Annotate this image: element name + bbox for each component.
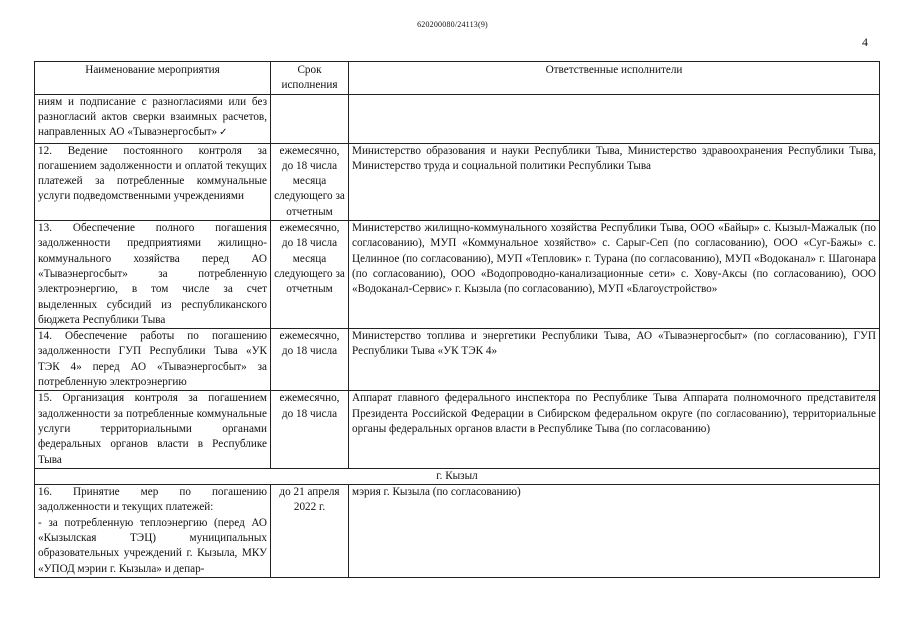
cell-deadline: ежемесячно, до 18 числа месяца следующего за отчетным — [271, 143, 349, 220]
document-id: 620200080/24113(9) — [417, 20, 488, 29]
cell-responsible: мэрия г. Кызыла (по согласованию) — [349, 485, 880, 578]
cell-name: 12. Ведение постоянного контроля за погашением задолженности и оплатой текущих платежей за потребленные коммунальные услуги подведомственными учреждениями — [35, 143, 271, 220]
cell-text: 16. Принятие мер по погашению задолженности и текущих платежей: — [38, 486, 267, 514]
cell-name — [35, 485, 271, 578]
table-row — [35, 329, 880, 391]
measures-table — [34, 61, 880, 578]
cell-name: 15. Организация контроля за погашением задолженности за потребленные коммунальные услуги территориальными органами федеральных органов власти в Республике Тыва — [35, 391, 271, 468]
page-number: 4 — [862, 35, 868, 49]
cell-deadline — [271, 94, 349, 143]
cell-responsible: Министерство топлива и энергетики Республики Тыва, АО «Тываэнергосбыт» (по согласованию), ГУП Республики Тыва «УК ТЭК 4» — [349, 329, 880, 391]
cell-responsible: Министерство жилищно-коммунального хозяйства Республики Тыва, ООО «Байыр» с. Кызыл-Мажалык (по согласованию), МУП «Коммунальное хозяйство» с. Сарыг-Сеп (по согласованию), ООО «Суг-Бажы» с. Целинное (по согласованию), МУП «Тепловик» г. Турана (по согласованию), МУП «Водоканал» г. Шагонара (по согласованию), ООО «Водопроводно-канализационные сети» с. Хову-Аксы (по согласованию), ООО «Водоканал-Сервис» г. Кызыла (по согласованию), МУП «Благоустройство» — [349, 221, 880, 329]
table-row — [35, 221, 880, 329]
cell-deadline: ежемесячно, до 18 числа месяца следующего за отчетным — [271, 221, 349, 329]
column-header-name: Наименование мероприятия — [35, 62, 271, 95]
check-mark: ✓ — [219, 127, 228, 139]
cell-responsible — [349, 94, 880, 143]
cell-responsible: Министерство образования и науки Республики Тыва, Министерство здравоохранения Республики Тыва, Министерство труда и социальной политики Республики Тыва — [349, 143, 880, 220]
table-row — [35, 485, 880, 578]
cell-text-item: - за потребленную теплоэнергию (перед АО «Кызылская ТЭЦ) муниципальных образовательных учреждений г. Кызыла, МКУ «УПОД мэрии г. Кызыла» и депар- — [38, 516, 267, 575]
table-section-row — [35, 468, 880, 484]
cell-text: ниям и подписание с разногласиями или без разногласий актов сверки взаимных расчетов, направленных АО «Тываэнергосбыт» — [38, 95, 267, 139]
table-row-continuation — [35, 94, 880, 143]
table-header-row — [35, 62, 880, 95]
column-header-deadline: Срок исполнения — [271, 62, 349, 95]
cell-deadline: до 21 апреля 2022 г. — [271, 485, 349, 578]
cell-name: 14. Обеспечение работы по погашению задолженности ГУП Республики Тыва «УК ТЭК 4» перед АО «Тываэнергосбыт» за потребленную электроэнергию — [35, 329, 271, 391]
column-header-responsible: Ответственные исполнители — [349, 62, 880, 95]
table-row — [35, 391, 880, 468]
cell-deadline: ежемесячно, до 18 числа — [271, 329, 349, 391]
cell-name — [35, 94, 271, 143]
cell-name: 13. Обеспечение полного погашения задолженности предприятиями жилищно-коммунального хозяйства перед АО «Тываэнергосбыт» за потребленную электроэнергию, в том числе за счет выделенных субсидий из республиканского бюджета Республики Тыва — [35, 221, 271, 329]
table-row — [35, 143, 880, 220]
cell-deadline: ежемесячно, до 18 числа — [271, 391, 349, 468]
section-title: г. Кызыл — [35, 468, 880, 484]
cell-responsible: Аппарат главного федерального инспектора по Республике Тыва Аппарата полномочного представителя Президента Российской Федерации в Сибирском федеральном округе (по согласованию), территориальные органы федеральных органов власти в Республике Тыва (по согласованию) — [349, 391, 880, 468]
